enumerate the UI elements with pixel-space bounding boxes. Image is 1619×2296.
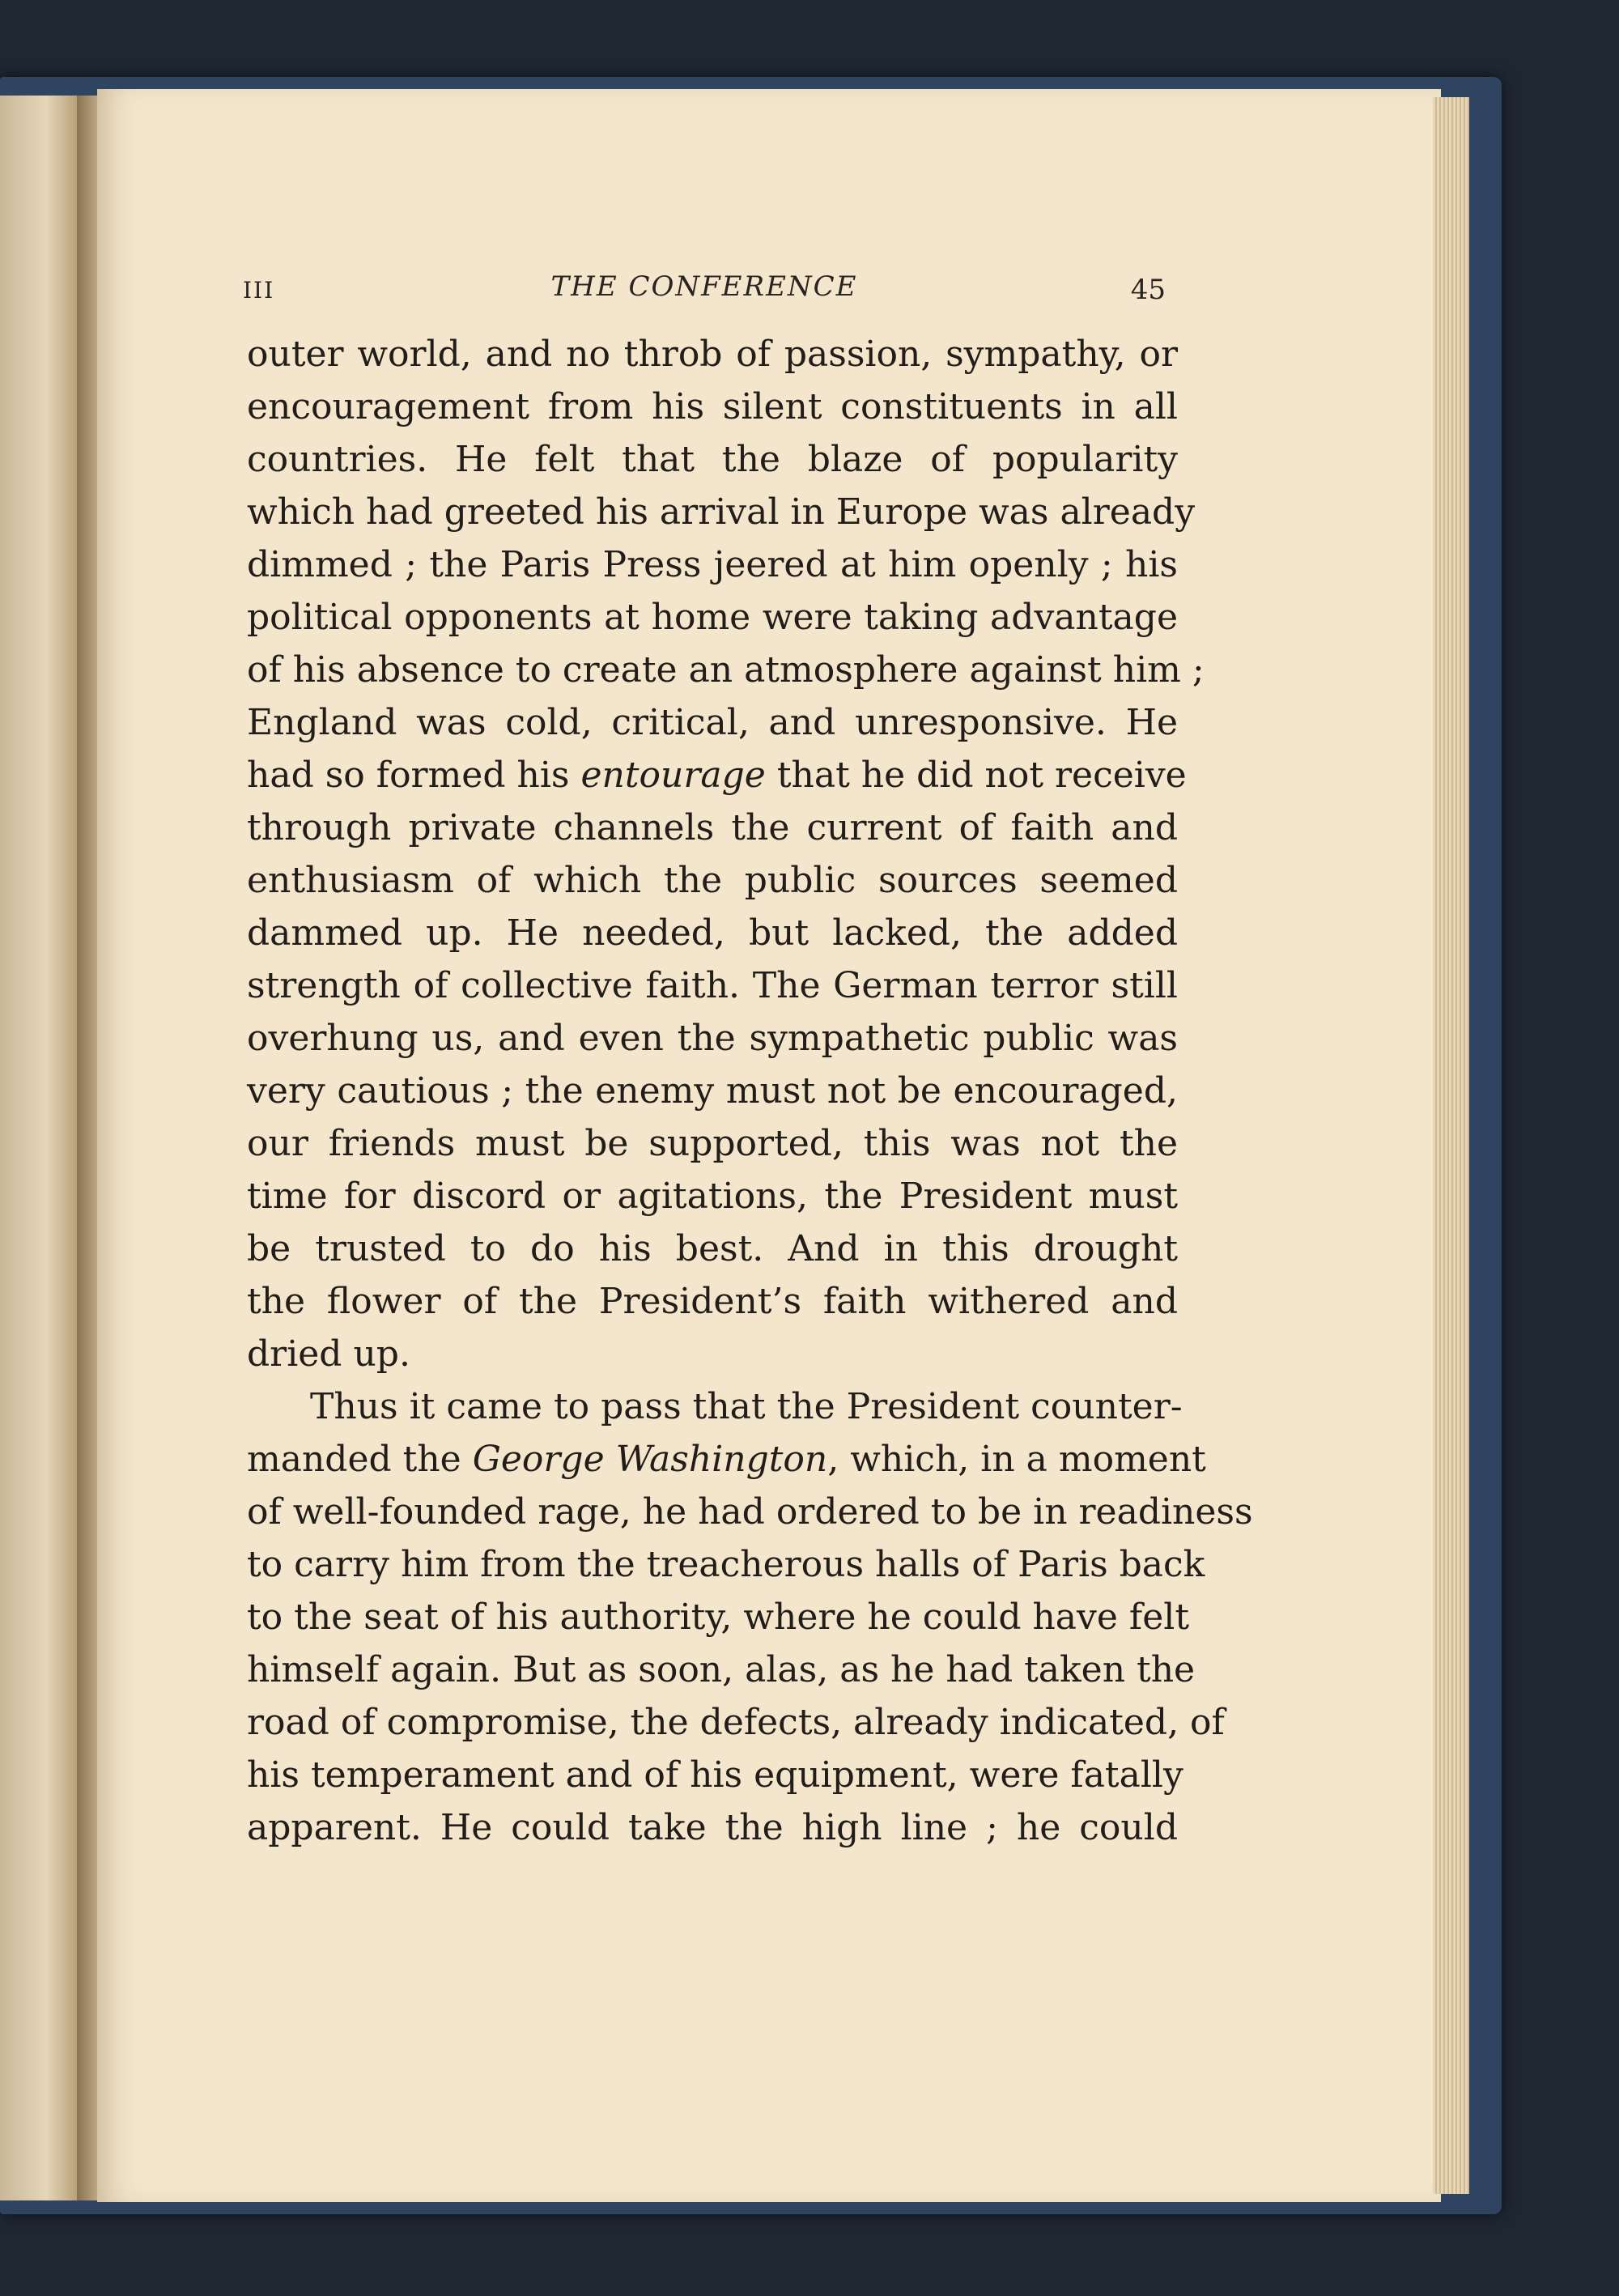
text-line-19: the flower of the President’s faith withered and <box>247 1281 1178 1322</box>
text-line-10: through private channels the current of faith and <box>247 807 1178 848</box>
text-line-14: overhung us, and even the sympathetic public was <box>247 1018 1178 1059</box>
running-header <box>243 267 1166 316</box>
text-line-5: dimmed ; the Paris Press jeered at him openly ; his <box>247 544 1178 585</box>
text-line-22 <box>247 1433 1206 1486</box>
text-line-28: his temperament and of his equipment, were fatally <box>247 1754 1183 1796</box>
text-line-2: encouragement from his silent constituents in all <box>247 386 1178 427</box>
text-line-23: of well-founded rage, he had ordered to be in readiness <box>247 1491 1253 1533</box>
text-line-25: to the seat of his authority, where he could have felt <box>247 1597 1190 1638</box>
body-text <box>247 328 1253 1854</box>
text-line-29: apparent. He could take the high line ; he could <box>247 1807 1178 1848</box>
text-line-8: England was cold, critical, and unresponsive. He <box>247 702 1178 743</box>
text-line-20: dried up. <box>247 1333 410 1375</box>
page-stack-edges <box>1433 97 1469 2194</box>
running-title: THE CONFERENCE <box>550 270 858 303</box>
text-line-21: Thus it came to pass that the President counter- <box>310 1386 1183 1427</box>
text-line-11: enthusiasm of which the public sources seemed <box>247 860 1178 901</box>
text-line-27: road of compromise, the defects, already indicated, of <box>247 1702 1225 1743</box>
page-number: 45 <box>1130 274 1166 306</box>
text-line-3: countries. He felt that the blaze of popularity <box>247 439 1178 480</box>
text-line-22-after: , which, in a moment <box>827 1439 1206 1480</box>
text-line-9-after: that he did not receive <box>765 755 1187 796</box>
italic-george-washington: George Washington <box>472 1439 828 1480</box>
text-line-18: be trusted to do his best. And in this drought <box>247 1228 1178 1269</box>
text-line-17: time for discord or agitations, the President must <box>247 1176 1178 1217</box>
text-line-13: strength of collective faith. The German terror still <box>247 965 1178 1006</box>
text-line-1: outer world, and no throb of passion, sympathy, or <box>247 334 1178 375</box>
text-line-9-before: had so formed his <box>247 755 581 796</box>
text-line-16: our friends must be supported, this was not the <box>247 1123 1178 1164</box>
text-line-15: very cautious ; the enemy must not be encouraged, <box>247 1070 1178 1112</box>
text-line-12: dammed up. He needed, but lacked, the added <box>247 912 1178 954</box>
text-line-26: himself again. But as soon, alas, as he had taken the <box>247 1649 1196 1690</box>
left-page-edge <box>0 96 77 2200</box>
text-line-9 <box>247 749 1187 801</box>
text-line-22-before: manded the <box>247 1439 473 1480</box>
text-line-7: of his absence to create an atmosphere against him ; <box>247 649 1205 691</box>
chapter-number: III <box>243 277 275 304</box>
italic-entourage: entourage <box>580 755 766 796</box>
text-line-4: which had greeted his arrival in Europe was already <box>247 491 1196 533</box>
text-line-6: political opponents at home were taking advantage <box>247 597 1178 638</box>
text-line-24: to carry him from the treacherous halls of Paris back <box>247 1544 1205 1585</box>
